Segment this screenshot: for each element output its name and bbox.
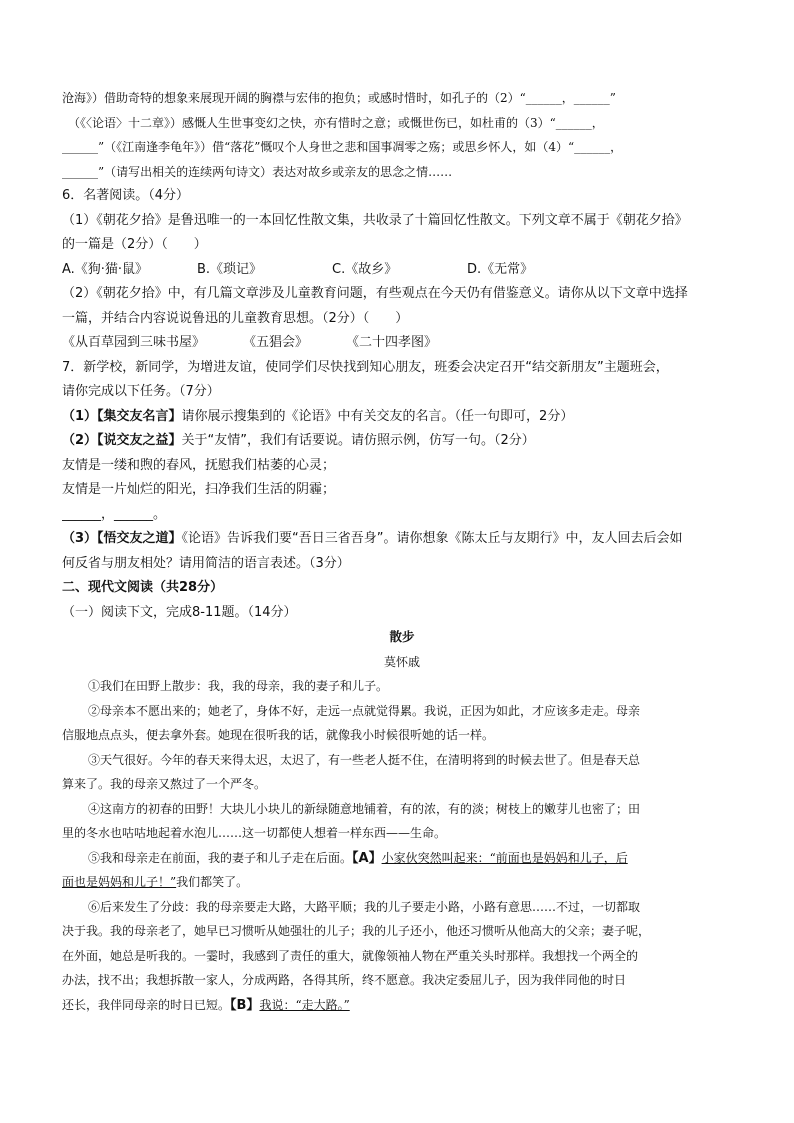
paragraph-5 (62, 846, 742, 871)
example-sentence: 友情是一缕和煦的春风，抚慰我们枯萎的心灵； (62, 457, 336, 473)
question-6-sub2-cont: 一篇，并结合内容说说鲁迅的儿童教育思想。（2分）（ ） (62, 310, 409, 326)
poem-line: 沧海》）借助奇特的想象来展现开阔的胸襟与宏伟的抱负；或感时惜时，如孔子的（2）“______，______” (62, 91, 616, 105)
question-7-sub2 (62, 429, 742, 454)
poem-fill-section (62, 86, 742, 184)
question-7-title-cont: 请你完成以下任务。（7分） (62, 384, 220, 399)
paragraph-5-cont (62, 870, 742, 895)
exam-page (62, 86, 742, 1017)
paragraph-1: ①我们在田野上散步：我，我的母亲，我的妻子和儿子。 (88, 679, 389, 693)
poem-line: （《〈论语〉十二章》）感慨人生世事变幻之快，亦有惜时之意；或慨世伤已，如杜甫的（3）“______， (68, 115, 604, 130)
sub2-text: 关于“友情”，我们有话要说。请仿照示例，仿写一句。（2分） (181, 433, 535, 448)
paragraph-6-cont: 决于我。我的母亲老了，她早已习惯听从她强壮的儿子；我的儿子还小，他还习惯听从他高大的父亲；妻子呢， (62, 924, 651, 938)
sub2-tag: （2）【说交友之益】 (62, 433, 182, 448)
paragraph-4: ④这南方的初春的田野！大块儿小块儿的新绿随意地铺着，有的浓，有的淡；树枝上的嫩芽儿也密了；田 (88, 801, 641, 816)
question-7-title: 7．新学校，新同学，为增进友谊，使同学们尽快找到知心朋友，班委会决定召开“结交新朋友”主题班会， (62, 359, 669, 375)
section-2 (62, 576, 742, 625)
p5-text: ⑤我和母亲走在前面，我的妻子和儿子走在后面。 (88, 850, 353, 865)
section-heading: 二、现代文阅读（共28分） (62, 580, 224, 595)
option-b: B.《琐记》 (197, 261, 263, 277)
sub1-tag: （1）【集交友名言】 (62, 408, 182, 424)
question-7-sub3 (62, 527, 742, 552)
option-a: A.《狗·猫·鼠》 (62, 261, 149, 277)
question-6-options (62, 258, 742, 283)
question-6-sub1-cont: 的一篇是（2分）（ ） (62, 237, 207, 252)
option-c: C.《故乡》 (332, 261, 398, 277)
paragraph-2-cont: 信服地点点头，便去拿外套。她现在很听我的话，就像我小时候很听她的话一样。 (62, 728, 495, 742)
sub3-tag: （3）【悟交友之道】 (62, 531, 182, 546)
poem-line: ______”（请写出相关的连续两句诗文）表达对故乡或亲友的思念之情…… (62, 164, 453, 179)
underlined-sentence-b: 我说：“走大路。” (259, 997, 350, 1012)
marker-b: 【B】 (230, 997, 260, 1013)
book-option: 《从百草园到三味书屋》 (62, 335, 206, 350)
question-6-sub2: （2）《朝花夕拾》中，有几篇文章涉及儿童教育问题，有些观点在今天仍有借鉴意义。请你从以下文章中选择 (62, 286, 688, 301)
p6-text: 还长，我伴同母亲的时日已短。 (62, 997, 231, 1012)
paragraph-3: ③天气很好。今年的春天来得太迟，太迟了，有一些老人挺不住，在清明将到的时候去世了。但是春天总 (88, 752, 641, 767)
question-6 (62, 184, 742, 356)
answer-blank: ______，______。 (62, 506, 167, 522)
question-6-sub1: （1）《朝花夕拾》是鲁迅唯一的一本回忆性散文集，共收录了十篇回忆性散文。下列文章不属于《朝花夕拾》 (62, 212, 688, 228)
paragraph-6-cont: 在外面，她总是听我的。一霎时，我感到了责任的重大，就像领袖人物在严重关头时那样。我想找一个两全的 (62, 948, 639, 963)
marker-a: 【A】 (352, 850, 382, 866)
underlined-sentence-a: 小家伙突然叫起来：“前面也是妈妈和儿子，后 (381, 850, 628, 865)
question-7 (62, 356, 742, 577)
article-author: 莫怀戚 (383, 654, 420, 669)
underlined-sentence-a-cont: 面也是妈妈和儿子！” (62, 875, 177, 889)
question-7-sub3-cont: 何反省与朋友相处？请用简洁的语言表述。（3分） (62, 555, 350, 571)
article-title: 散步 (389, 629, 415, 644)
sub1-text: 请你展示搜集到的《论语》中有关交友的名言。（任一句即可，2分） (181, 408, 574, 424)
example-sentence: 友情是一片灿烂的阳光，扫净我们生活的阴霾； (62, 482, 336, 497)
option-d: D.《无常》 (467, 261, 534, 277)
paragraph-3-cont: 算来了。我的母亲又熬过了一个严冬。 (62, 777, 267, 791)
question-6-books (62, 331, 742, 356)
p5-text-end: 我们都笑了。 (176, 875, 249, 889)
paragraph-6-end (62, 993, 742, 1018)
paragraph-6-cont: 办法，找不出；我想拆散一家人，分成两路，各得其所，终不愿意。我决定委屈儿子，因为我伴同他的时日 (62, 973, 627, 987)
poem-line: ______”（《江南逢李龟年》）借“落花”慨叹个人身世之悲和国事凋零之殇；或思乡怀人，如（4）“______， (62, 140, 623, 154)
question-6-title: 6．名著阅读。（4分） (62, 188, 190, 203)
question-7-sub1 (62, 405, 742, 430)
paragraph-4-cont: 里的冬水也咕咕地起着水泡儿……这一切都使人想着一样东西——生命。 (62, 826, 447, 840)
article (62, 625, 742, 1017)
part-1-instruction: （一）阅读下文，完成8-11题。（14分） (62, 604, 297, 620)
paragraph-2: ②母亲本不愿出来的；她老了，身体不好，走远一点就觉得累。我说，正因为如此，才应该多走走。母亲 (88, 703, 641, 718)
book-option: 《二十四孝图》 (346, 335, 438, 350)
sub3-text: 《论语》告诉我们要“吾日三省吾身”。请你想象《陈太丘与友期行》中，友人回去后会如 (181, 531, 683, 546)
book-option: 《五猖会》 (243, 335, 309, 350)
paragraph-6: ⑥后来发生了分歧：我的母亲要走大路，大路平顺；我的儿子要走小路，小路有意思……不过，一切都取 (88, 899, 641, 914)
